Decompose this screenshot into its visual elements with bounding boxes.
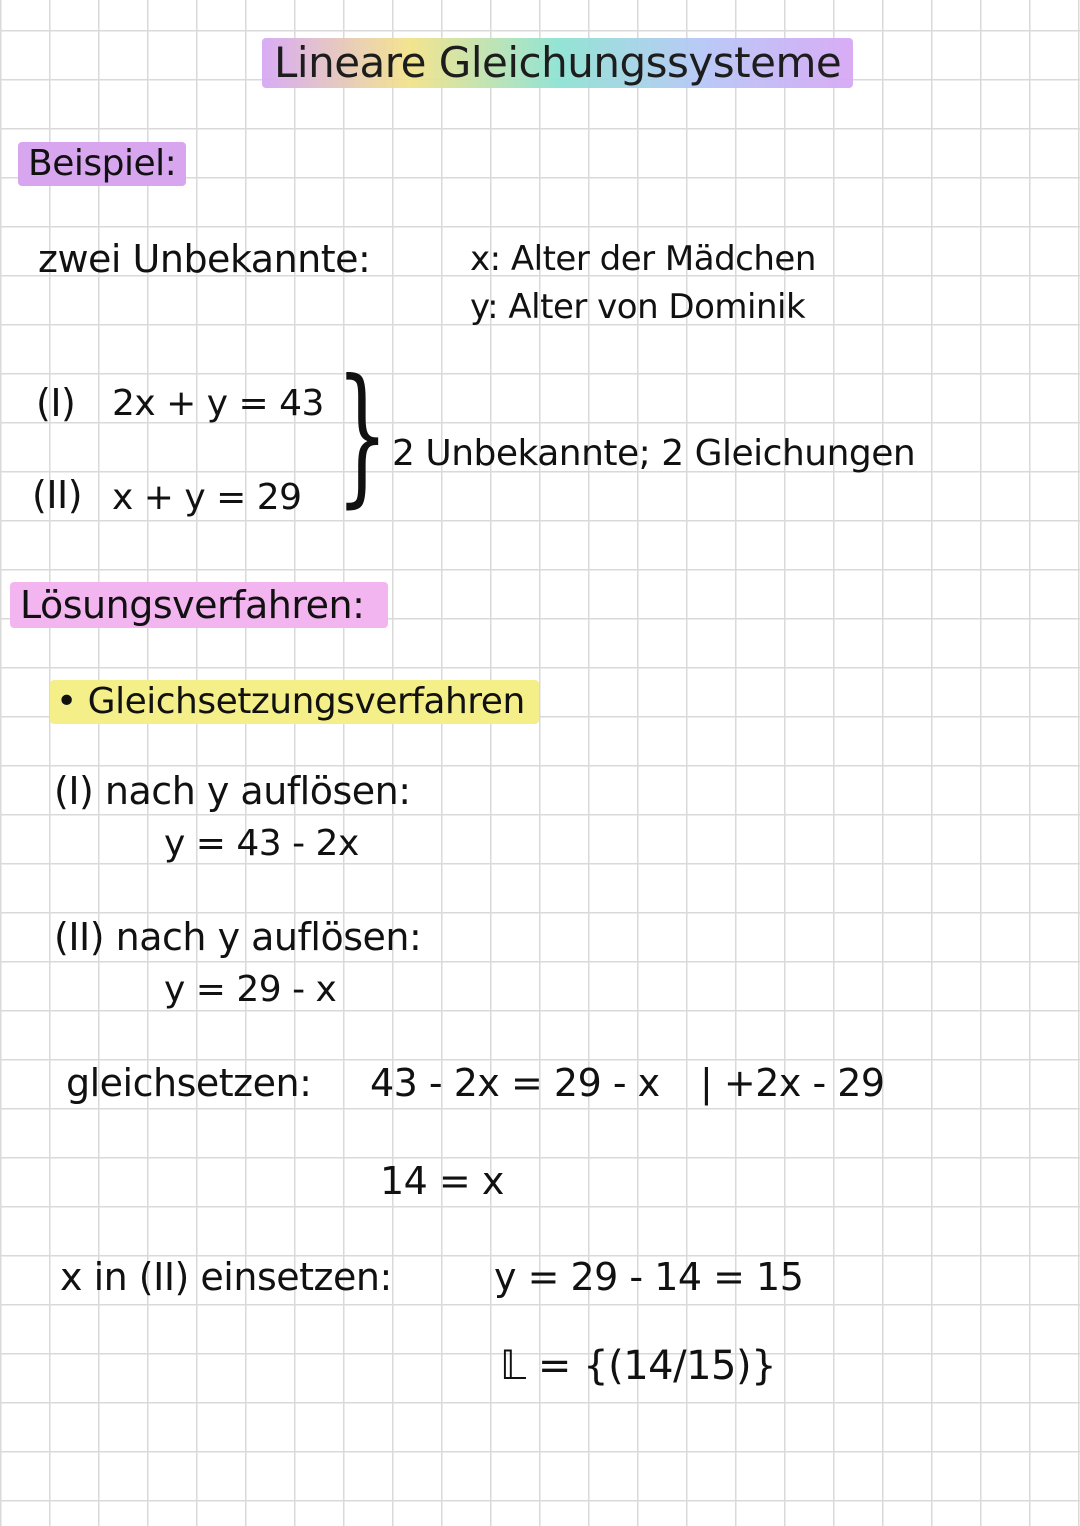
substitute-expr: y = 29 - 14 = 15 bbox=[494, 1255, 804, 1299]
step-2-label: (II) nach y auflösen: bbox=[54, 915, 422, 959]
unknown-x: x: Alter der Mädchen bbox=[470, 239, 816, 279]
equate-operation: | +2x - 29 bbox=[700, 1061, 885, 1105]
x-result: 14 = x bbox=[380, 1159, 504, 1203]
step-1-result: y = 43 - 2x bbox=[164, 823, 359, 864]
step-2-result: y = 29 - x bbox=[164, 969, 337, 1010]
equate-label: gleichsetzen: bbox=[66, 1061, 312, 1105]
method-1-heading: • Gleichsetzungsverfahren bbox=[50, 680, 539, 724]
step-1-label: (I) nach y auflösen: bbox=[54, 769, 411, 813]
equation-2-label: (II) bbox=[32, 473, 83, 517]
equation-1-expr: 2x + y = 43 bbox=[112, 383, 324, 424]
equations-note: 2 Unbekannte; 2 Gleichungen bbox=[392, 433, 916, 474]
equation-1-label: (I) bbox=[36, 381, 76, 425]
unknowns-label: zwei Unbekannte: bbox=[38, 237, 371, 281]
curly-brace: } bbox=[336, 348, 389, 522]
equate-expr: 43 - 2x = 29 - x bbox=[370, 1061, 660, 1105]
page-title: Lineare Gleichungssysteme bbox=[262, 38, 853, 88]
methods-heading: Lösungsverfahren: bbox=[10, 582, 388, 628]
substitute-label: x in (II) einsetzen: bbox=[60, 1255, 392, 1299]
solution-set: 𝕃 = {(14/15)} bbox=[500, 1343, 777, 1389]
equation-2-expr: x + y = 29 bbox=[112, 477, 302, 518]
example-heading: Beispiel: bbox=[18, 142, 186, 186]
unknown-y: y: Alter von Dominik bbox=[470, 287, 806, 327]
